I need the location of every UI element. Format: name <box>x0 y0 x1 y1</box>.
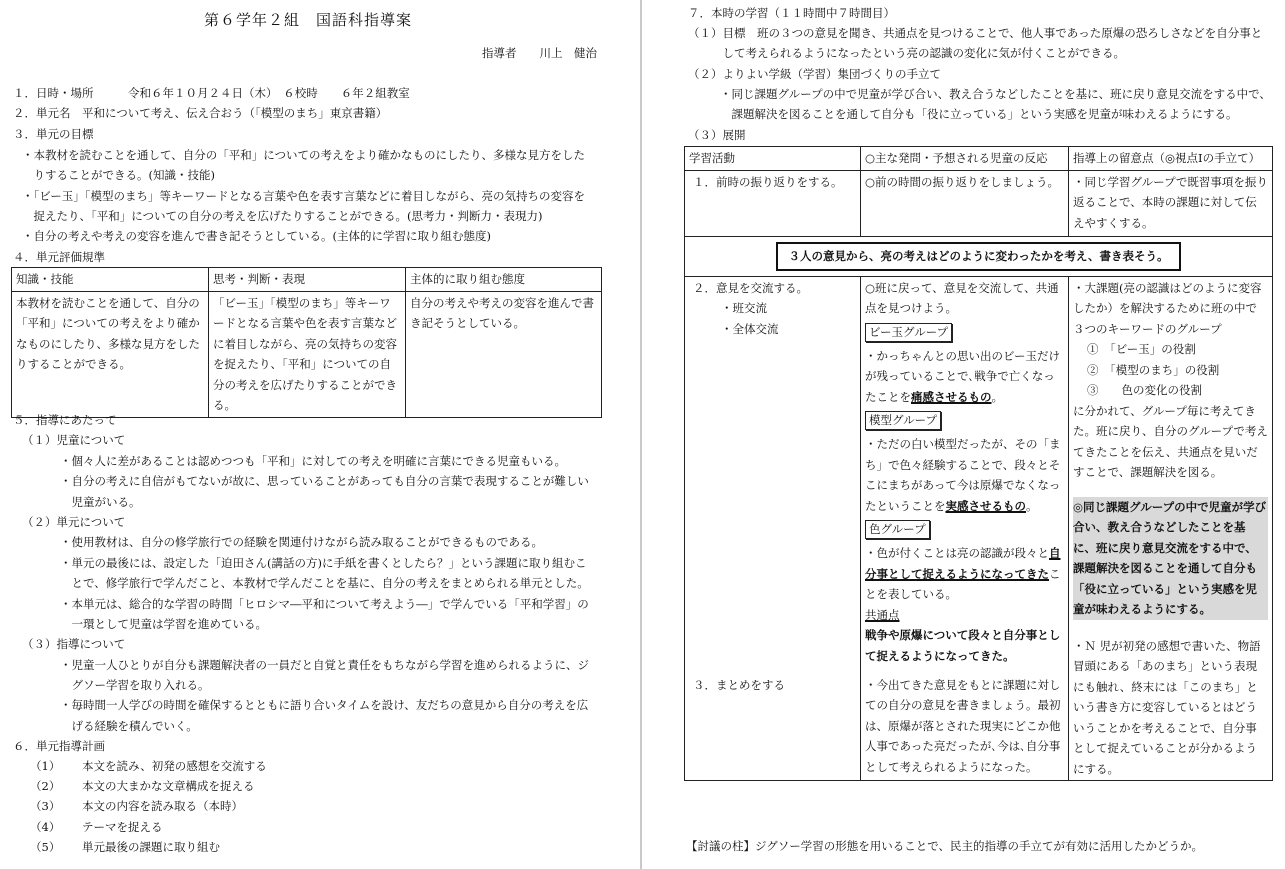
right-page <box>646 0 1285 869</box>
page-divider <box>640 0 642 869</box>
model-end: 。 <box>1026 498 1038 513</box>
group-line: 課題解決を図ることを通して自分も「役に立っている」という実感を児童が味わえるようにする。 <box>720 107 1238 121</box>
students-line: ・自分の考えに自信がもてないが故に、思っていることがあっても自分の言葉で表現することが難しい <box>60 474 589 488</box>
row2-reaction-cell <box>861 276 1069 674</box>
row1-reaction: ○前の時間の振り返りをしましょう。 <box>861 170 1069 236</box>
goal-line: （１）目標 班の３つの意見を聞き、共通点を見つけることで、他人事であった原爆の恐ろしさなどを自分事と <box>688 26 1263 40</box>
eval-header-attitude: 主体的に取り組む態度 <box>406 268 602 292</box>
document-title: 第６学年２組 国語科指導案 <box>204 11 413 29</box>
section-plan-heading: ６．単元指導計画 <box>13 739 105 753</box>
plan-item-text: 本文を読み、初発の感想を交流する <box>82 759 267 773</box>
note-continue: に分かれて、グループ毎に考えてきた。班に戻り、自分のグループで考えてきたことを伝え、共通点を見いだすことで、課題解決を図る。 <box>1073 403 1268 479</box>
row2-sub-class: ・全体交流 <box>721 321 779 336</box>
marble-group-label: ビー玉グループ <box>865 323 952 342</box>
evaluation-table <box>11 267 602 418</box>
instruction-line: グソー学習を取り入れる。 <box>60 678 210 692</box>
row2-activity: ２．意見を交流する。 <box>693 280 808 295</box>
note-keyword-1: ① 「ビー玉」の役割 <box>1087 342 1196 356</box>
eval-cell-thinking: 「ビー玉」「模型のまち」等キーワードとなる言葉や色を表す言葉などに着目しながら、亮の気持ちの変容を捉えたり、「平和」についての自分の考えを広げたりすることができる。 <box>209 291 406 417</box>
row2-activity-cell <box>685 276 861 674</box>
goal-line: して考えられるようになったという亮の認識の変化に気が付くことができる。 <box>688 46 1125 60</box>
plan-item-no: （2） <box>30 779 61 793</box>
section-eval-heading: ４．単元評価規準 <box>13 250 105 264</box>
plan-item-text: 本文の内容を読み取る（本時） <box>82 799 243 813</box>
section-lesson-heading: ７．本時の学習（１１時間中７時間目） <box>688 6 895 20</box>
eval-cell-knowledge: 本教材を読むことを通して、自分の「平和」についての考えをより確かなものにしたり、多様な見方をしたりすることができる。 <box>12 291 209 417</box>
eval-header-thinking: 思考・判断・表現 <box>209 268 406 292</box>
unit-goal-line: ・「ビー玉」「模型のまち」等キーワードとなる言葉や色を表す言葉などに着目しながら、亮の気持ちの変容を <box>22 189 586 203</box>
color-group-label: 色グループ <box>865 520 930 539</box>
row2-notes-cell <box>1069 276 1273 781</box>
subsection-unit-heading: （２）単元について <box>22 515 126 529</box>
unit-line: ・本単元は、総合的な学習の時間「ヒロシマ―平和について考えよう―」で学んでいる「平和学習」の <box>60 597 589 611</box>
plan-item-text: 本文の大まかな文章構成を捉える <box>82 779 255 793</box>
lesson-goal-box: ３人の意見から、亮の考えはどのように変わったかを考え、書き表そう。 <box>776 242 1180 271</box>
unit-line: ・使用教材は、自分の修学旅行での経験を関連付けながら読み取ることができるものである。 <box>60 535 543 549</box>
plan-header-reaction: ○主な発問・予想される児童の反応 <box>861 147 1069 171</box>
section-unit-goals-heading: ３．単元の目標 <box>13 127 94 141</box>
note-viewpoint-shaded: ◎同じ課題グループの中で児童が学び合い、教え合うなどしたことを基に、班に戻り意見交流をする中で、課題解決を図ることを通して自分も「役に立っている」という実感を児童が味わえるようにする。 <box>1073 497 1268 620</box>
section-date-place: １．日時・場所 令和６年１０月２４日（木） ６校時 ６年２組教室 <box>13 86 410 100</box>
left-page <box>0 0 638 869</box>
teacher-name: 指導者 川上 健治 <box>482 46 597 60</box>
row1-activity: １．前時の振り返りをする。 <box>685 170 861 236</box>
color-end: ことを表している。 <box>865 566 1061 601</box>
note-main: ・大課題(亮の認識はどのように変容したか）を解決するために班の中で３つのキーワードのグループ <box>1073 280 1262 336</box>
plan-item-text: 単元最後の課題に取り組む <box>82 840 220 854</box>
plan-item-no: （3） <box>30 799 61 813</box>
unit-line: とで、修学旅行で学んだこと、本教材で学んだことを基に、自分の考えをまとめられる単元とした。 <box>60 576 589 590</box>
students-line: ・個々人に差があることは認めつつも「平和」に対しての考えを明確に言葉にできる児童もいる。 <box>60 454 566 468</box>
section-guidance-heading: ５．指導にあたって <box>13 413 117 427</box>
model-group-label: 模型グループ <box>865 411 941 430</box>
goal-box-cell <box>685 236 1273 276</box>
lesson-plan-table <box>684 146 1273 781</box>
unit-goal-line: ・本教材を読むことを通して、自分の「平和」についての考えをより確かなものにしたり、多様な見方をした <box>22 148 586 162</box>
row3-activity: ３．まとめをする <box>685 674 861 781</box>
plan-item-no: （1） <box>30 759 61 773</box>
note-keyword-3: ③ 色の変化の役割 <box>1087 383 1202 397</box>
instruction-line: ・児童一人ひとりが自分も課題解決者の一員だと自覚と責任をもちながら学習を進められるように、ジ <box>60 658 589 672</box>
unit-line: 一環として児童は学習を進めている。 <box>60 617 267 631</box>
model-text: ・ただの白い模型だったが、その「まち」で色々経験することで、段々とそこにまちがあって今は原爆でなくなったということを <box>865 437 1061 513</box>
row2-question: ○班に戻って、意見を交流して、共通点を見つけよう。 <box>865 280 1059 315</box>
eval-cell-attitude: 自分の考えや考えの変容を進んで書き記そうとしている。 <box>406 291 602 417</box>
subsection-instruction-heading: （３）指導について <box>22 637 126 651</box>
students-line: 児童がいる。 <box>60 495 141 509</box>
common-point-text: 戦争や原爆について段々と自分事として捉えるようになってきた。 <box>865 628 1061 663</box>
discussion-pillar-footer: 【討議の柱】ジグソー学習の形態を用いることで、民主的指導の手立てが有効に活用したかどうか。 <box>686 839 1204 853</box>
marble-emphasis: 痛感させるもの <box>911 389 992 404</box>
row2-sub-group: ・班交流 <box>721 301 767 315</box>
subsection-students-heading: （１）児童について <box>22 433 126 447</box>
eval-header-knowledge: 知識・技能 <box>12 268 209 292</box>
marble-group-text <box>865 346 1064 408</box>
marble-text: ・かっちゃんとの思い出のビー玉だけが残っていることで､戦争で亡くなったことを <box>865 348 1061 404</box>
plan-item-text: テーマを捉える <box>82 820 163 834</box>
instruction-line: ・毎時間一人学びの時間を確保するとともに語り合いタイムを設け、友だちの意見から自分の考えを広 <box>60 698 589 712</box>
row3-reaction: ・今出てきた意見をもとに課題に対しての自分の意見を書きましょう。最初は、原爆が落とされた現実にどこか他人事であった亮だったが､今は､自分事として考えられるようになった。 <box>861 674 1069 781</box>
unit-line: ・単元の最後には、設定した「迫田さん(講話の方)に手紙を書くとしたら？」という課題に取り組むこ <box>60 556 587 570</box>
unit-goal-line: 捉えたり、「平和」についての自分の考えを広げたりすることができる。(思考力・判断力・表現力) <box>22 209 543 223</box>
group-line: ・同じ課題グループの中で児童が学び合い、教え合うなどしたことを基に、班に戻り意見交流をする中で、 <box>720 87 1271 101</box>
marble-end: 。 <box>991 389 1003 404</box>
instruction-line: げる経験を積んでいく。 <box>60 719 198 733</box>
color-group-text <box>865 543 1064 605</box>
section-unit-name: ２．単元名 平和について考え、伝え合おう（「模型のまち」東京書籍） <box>13 106 388 120</box>
plan-header-notes: 指導上の留意点（◎視点Ⅰの手立て） <box>1069 147 1273 171</box>
plan-item-no: （5） <box>30 840 61 854</box>
row1-note: ・同じ学習グループで既習事項を振り返ることで、本時の課題に対して伝えやすくする。 <box>1069 170 1273 236</box>
color-emphasis: 自分事として捉えるようになってきた <box>865 546 1061 581</box>
unit-goal-line: りすることができる。(知識・技能) <box>22 168 215 182</box>
common-point-label: 共通点 <box>865 607 900 622</box>
group-heading: （２）よりよい学級（学習）集団づくりの手立て <box>688 67 941 81</box>
unit-goal-line: ・自分の考えや考えの変容を進んで書き記そうとしている。(主体的に学習に取り組む態度) <box>22 229 491 243</box>
plan-item-no: （4） <box>30 820 61 834</box>
development-heading: （３）展開 <box>688 128 746 142</box>
note-keyword-2: ② 「模型のまち」の役割 <box>1087 362 1220 377</box>
color-text: ・色が付くことは亮の認識が段々と <box>865 546 1049 560</box>
plan-header-activity: 学習活動 <box>685 147 861 171</box>
note-n-child: ・Ｎ 児が初発の感想で書いた、物語冒頭にある「あのまち」という表現にも触れ、終末には「このまち」という書き方に変容しているとはどういうことかを考えることで、自分事として捉えていることが分かるようにする。 <box>1073 638 1261 776</box>
model-emphasis: 実感させるもの <box>945 498 1026 513</box>
model-group-text <box>865 434 1064 516</box>
